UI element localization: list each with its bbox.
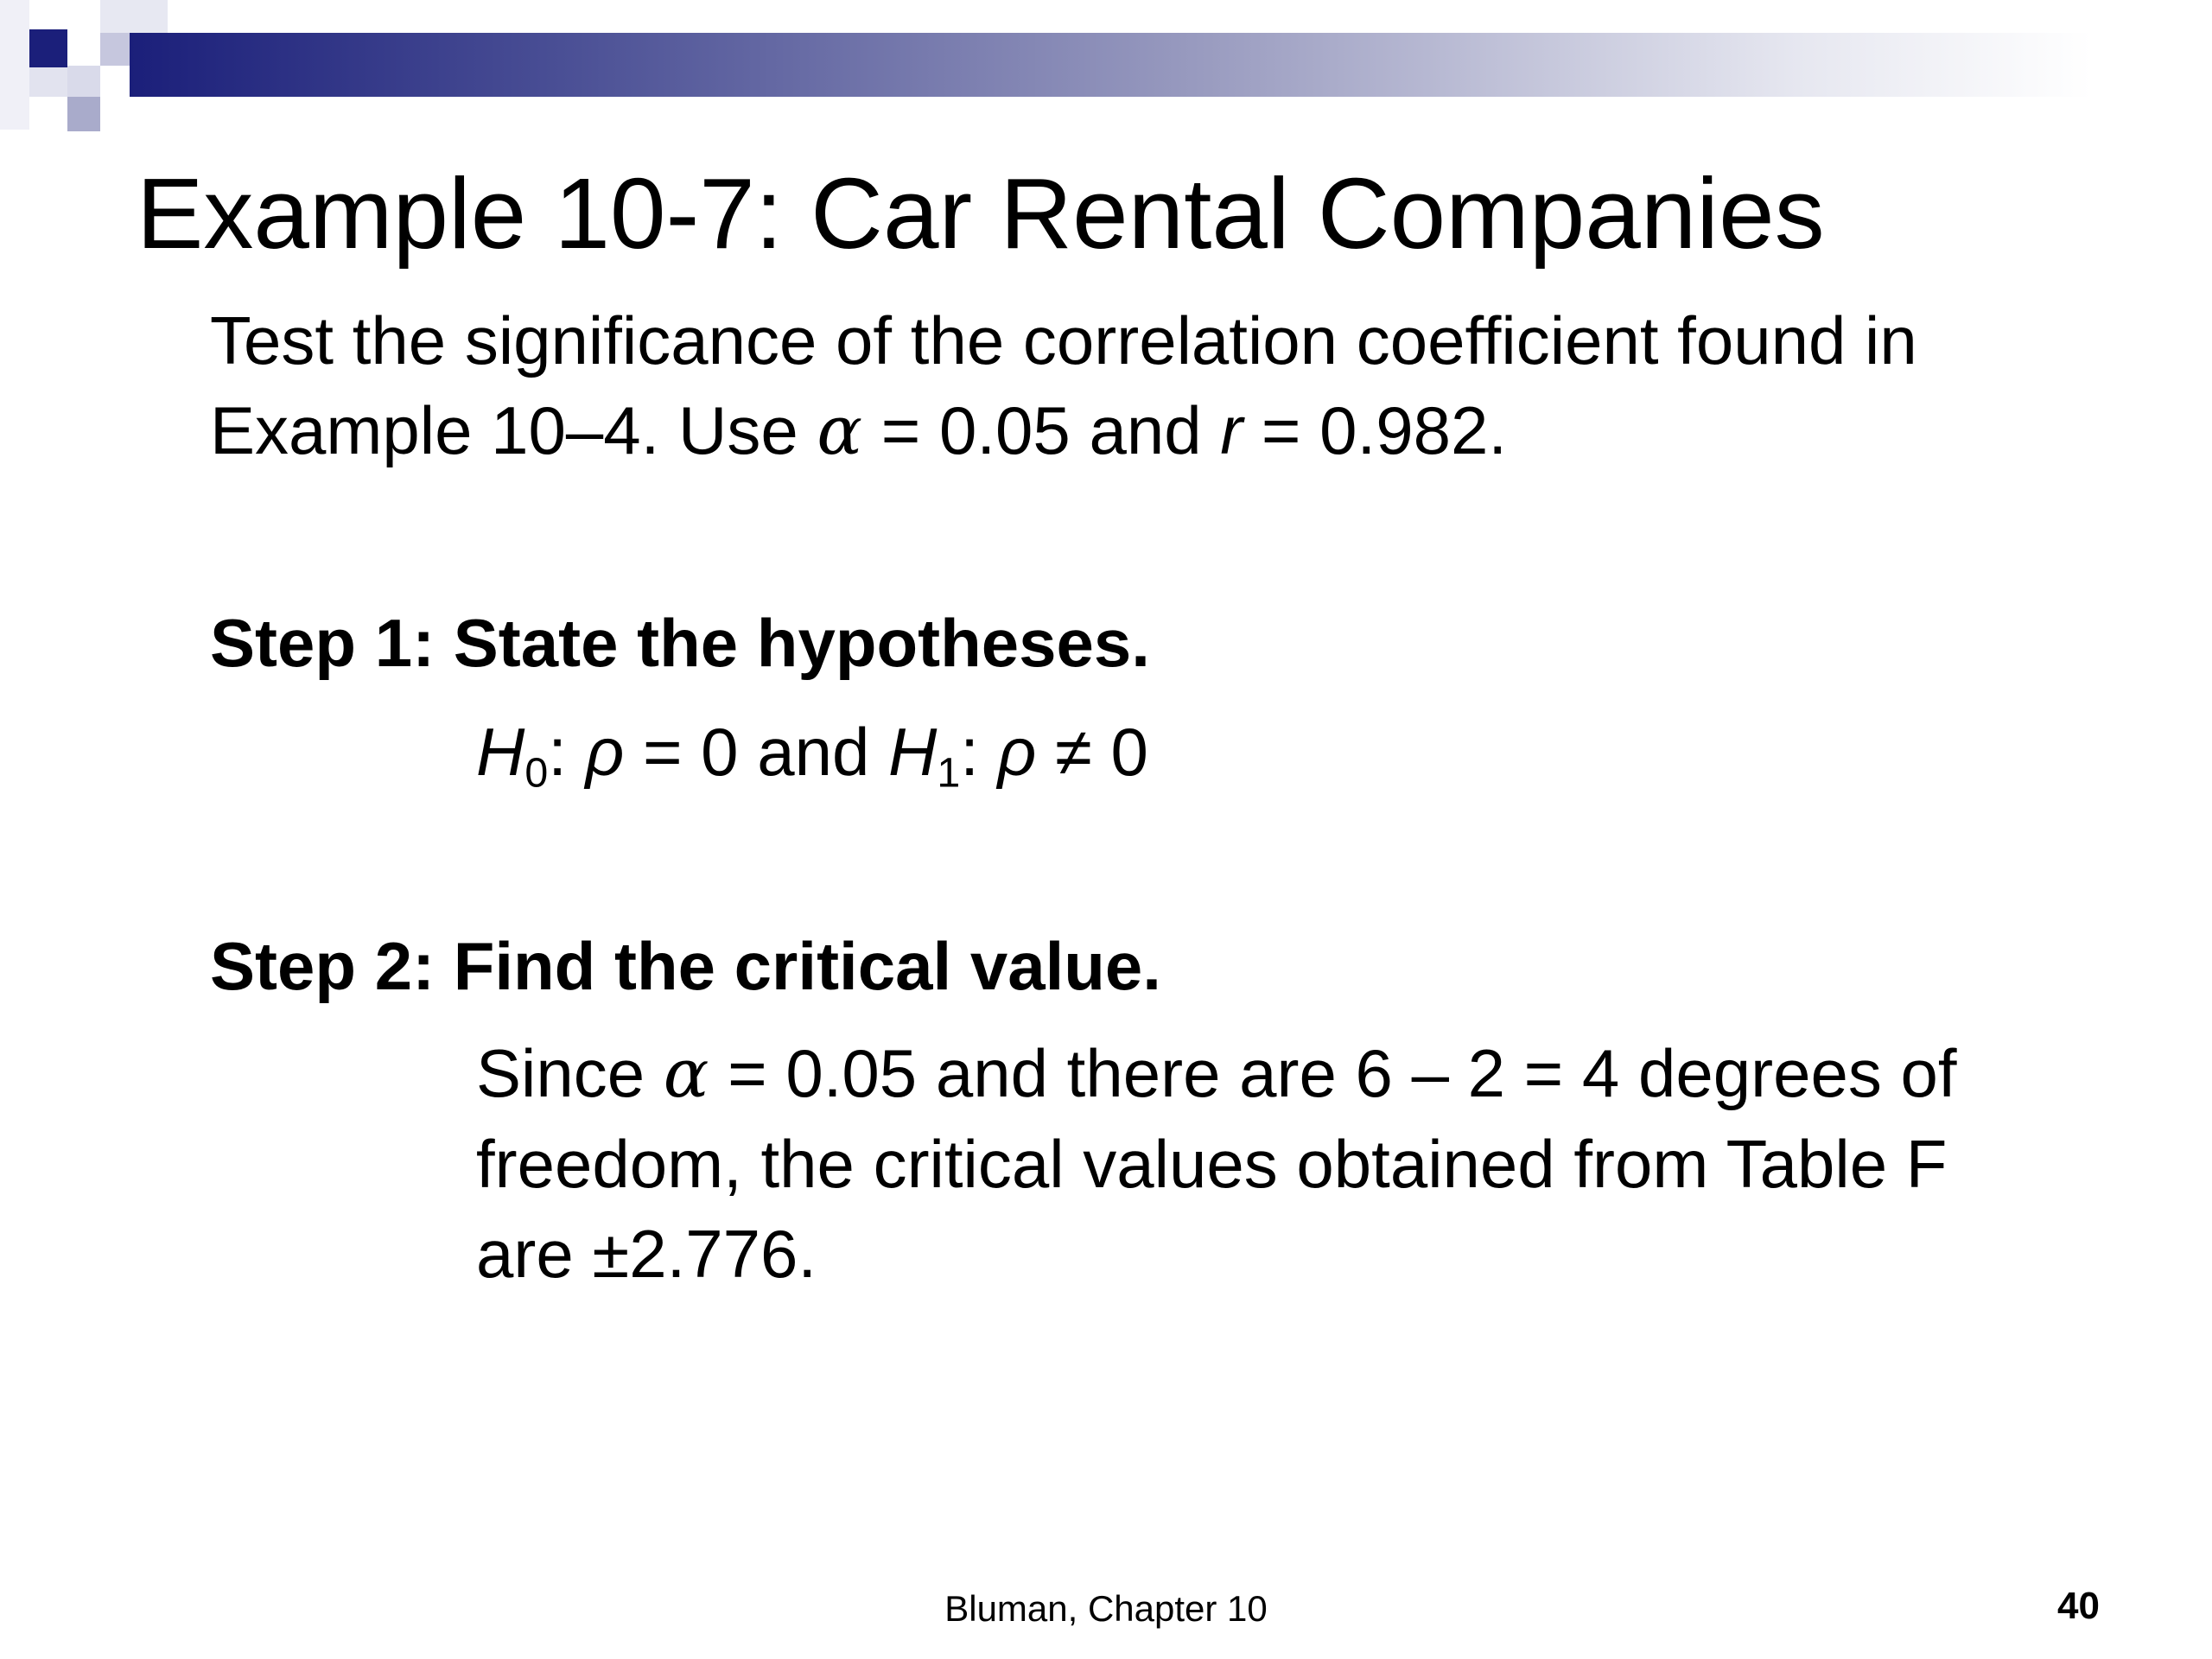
- rho-symbol: ρ: [585, 714, 625, 790]
- header-square: [67, 66, 100, 97]
- step2-text-part: = 0.05 and there are 6 – 2 = 4 degrees of: [709, 1035, 1957, 1111]
- header-square: [29, 29, 67, 67]
- r-symbol: r: [1220, 392, 1243, 468]
- header-gradient-band: [130, 33, 2091, 97]
- alpha-symbol: α: [817, 392, 863, 470]
- header-square: [29, 67, 67, 97]
- colon: :: [548, 714, 586, 790]
- step2-text-part: Since: [476, 1035, 664, 1111]
- h0-subscript: 0: [524, 749, 549, 797]
- step2-line-2: freedom, the critical values obtained from Table F: [476, 1126, 1948, 1202]
- intro-line-1: Test the significance of the correlation coefficient found in: [210, 302, 1917, 378]
- intro-text-part: = 0.982.: [1243, 392, 1508, 468]
- h1-subscript: 1: [937, 749, 961, 797]
- intro-text: [210, 296, 1917, 476]
- slide-title: Example 10-7: Car Rental Companies: [137, 157, 1825, 270]
- h0-equation: = 0 and: [624, 714, 889, 790]
- h1-symbol: H: [888, 714, 938, 790]
- intro-text-part: = 0.05 and: [862, 392, 1221, 468]
- hypotheses: [476, 707, 1148, 797]
- page-number: 40: [2057, 1585, 2100, 1627]
- step1-heading: Step 1: State the hypotheses.: [210, 605, 1150, 681]
- intro-line-2: [210, 385, 1917, 476]
- footer-source: Bluman, Chapter 10: [944, 1588, 1268, 1629]
- header-square: [0, 0, 29, 130]
- header-square: [67, 97, 100, 131]
- intro-text-part: Example 10–4. Use: [210, 392, 817, 468]
- step2-line-1: [476, 1028, 1957, 1119]
- step2-text: [476, 1028, 1957, 1299]
- colon: :: [960, 714, 998, 790]
- h0-symbol: H: [476, 714, 525, 790]
- alpha-symbol: α: [663, 1035, 709, 1113]
- header-square: [100, 0, 168, 35]
- step2-heading: Step 2: Find the critical value.: [210, 928, 1161, 1004]
- rho-symbol: ρ: [997, 714, 1037, 790]
- step2-line-3: are ±2.776.: [476, 1216, 817, 1292]
- h1-inequation: ≠ 0: [1036, 714, 1148, 790]
